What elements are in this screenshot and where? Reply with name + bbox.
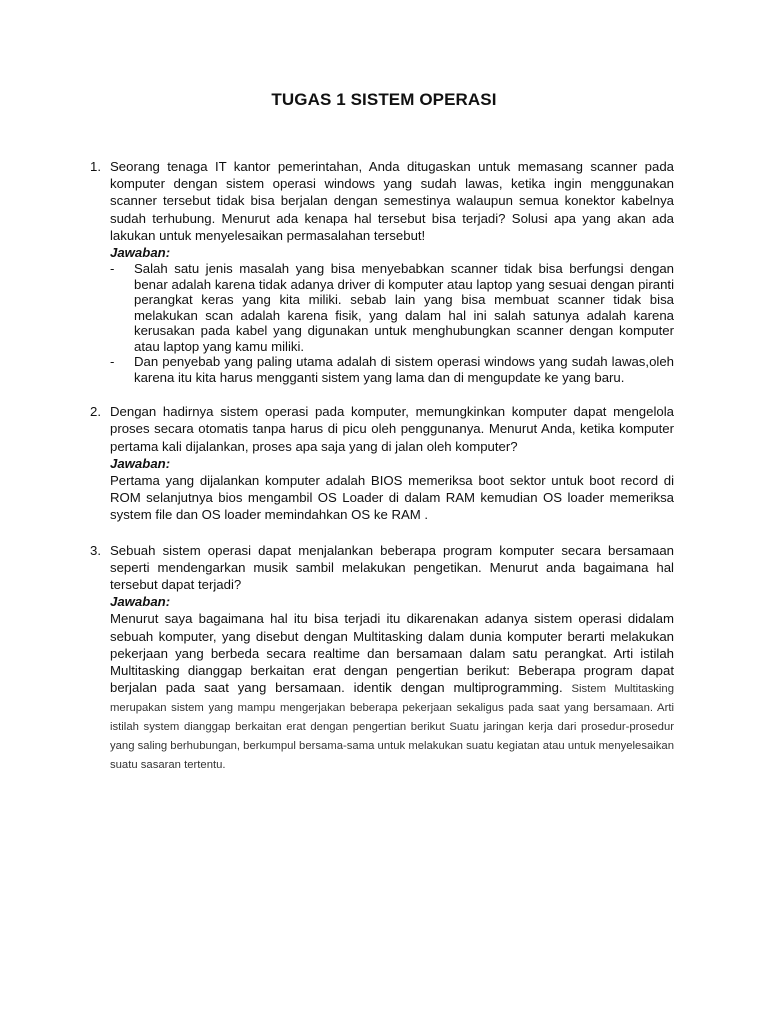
question-1 bbox=[90, 158, 674, 385]
answer-text: Menurut saya bagaimana hal itu bisa terjadi itu dikarenakan adanya sistem operasi didalam sebuah komputer, yang disebut dengan Multitasking dalam dunia komputer berarti melakukan pekerjaan yang berbeda secara realtime dan bersamaan dalam satu perangkat. Arti istilah Multitasking dianggap berkaitan erat dengan pengertian berikut: Beberapa program dapat berjalan pada saat yang bersamaan. identik dengan multiprogramming. bbox=[110, 611, 674, 696]
question-3 bbox=[90, 542, 674, 775]
answer-bullet-list bbox=[110, 261, 674, 385]
question-number: 1. bbox=[90, 159, 101, 174]
answer-label: Jawaban: bbox=[110, 455, 171, 471]
answer-label: Jawaban: bbox=[110, 594, 171, 610]
question-body bbox=[110, 542, 674, 775]
answer-text: Pertama yang dijalankan komputer adalah BIOS memeriksa boot sektor untuk boot record di ROM selanjutnya bios mengambil OS Loader di dalam RAM kemudian OS loader memeriksa system file dan OS loader memindahkan OS ke RAM . bbox=[110, 473, 674, 523]
question-text: Sebuah sistem operasi dapat menjalankan beberapa program komputer secara bersamaan seperti mendengarkan musik sambil melakukan pengetikan. Menurut anda bagaimana hal tersebut dapat terjadi? bbox=[110, 542, 674, 593]
question-body bbox=[110, 158, 674, 385]
question-list bbox=[90, 158, 674, 792]
answer-quoted-text: Sistem Multitasking merupakan sistem yang mampu mengerjakan beberapa pekerjaan sekaligus pada saat yang bersamaan. Arti istilah system dianggap berkaitan erat dengan pengertian berikut Suatu jaringan kerja dari prosedur-prosedur yang saling berhubungan, berkumpul bersama-sama untuk melakukan suatu kegiatan atau untuk menyelesaikan suatu sasaran tertentu. bbox=[110, 683, 674, 772]
bullet-marker: - bbox=[110, 354, 115, 370]
question-text: Dengan hadirnya sistem operasi pada komputer, memungkinkan komputer dapat mengelola proses secara otomatis tanpa harus di picu oleh penggunanya. Menurut Anda, ketika komputer pertama kali dijalankan, proses apa saja yang di jalan oleh komputer? bbox=[110, 404, 674, 454]
question-2 bbox=[90, 403, 674, 523]
answer-label: Jawaban: bbox=[110, 245, 171, 261]
question-number: 3. bbox=[90, 542, 101, 558]
answer-bullet bbox=[110, 261, 674, 354]
document-title: TUGAS 1 SISTEM OPERASI bbox=[271, 90, 497, 109]
bullet-text: Salah satu jenis masalah yang bisa menyebabkan scanner tidak bisa berfungsi dengan benar adalah karena tidak adanya driver di komputer atau laptop yang sesuai dengan piranti perangkat keras yang kita miliki. sebab lain yang bisa membuat scanner tidak bisa melakukan scan adalah karena fisik, yang dalam hal ini salah satunya adalah karena kerusakan pada kabel yang digunakan untuk menghubungkan scanner dengan komputer atau laptop yang kamu miliki. bbox=[134, 261, 674, 354]
answer-bullet bbox=[110, 354, 674, 385]
question-text: Seorang tenaga IT kantor pemerintahan, Anda ditugaskan untuk memasang scanner pada komputer dengan sistem operasi windows yang sudah lawas, ketika ingin menggunakan scanner tersebut tidak bisa berjalan dengan semestinya walaupun semua konektor kabelnya sudah terhubung. Menurut ada kenapa hal tersebut bisa terjadi? Solusi apa yang akan ada lakukan untuk menyelesaikan permasalahan tersebut! bbox=[110, 159, 674, 243]
bullet-marker: - bbox=[110, 261, 115, 277]
bullet-text: Dan penyebab yang paling utama adalah di sistem operasi windows yang sudah lawas,oleh karena itu kita harus mengganti sistem yang lama dan di mengupdate ke yang baru. bbox=[134, 354, 674, 385]
question-body bbox=[110, 403, 674, 523]
answer-paragraph bbox=[110, 610, 674, 774]
question-number: 2. bbox=[90, 404, 101, 420]
